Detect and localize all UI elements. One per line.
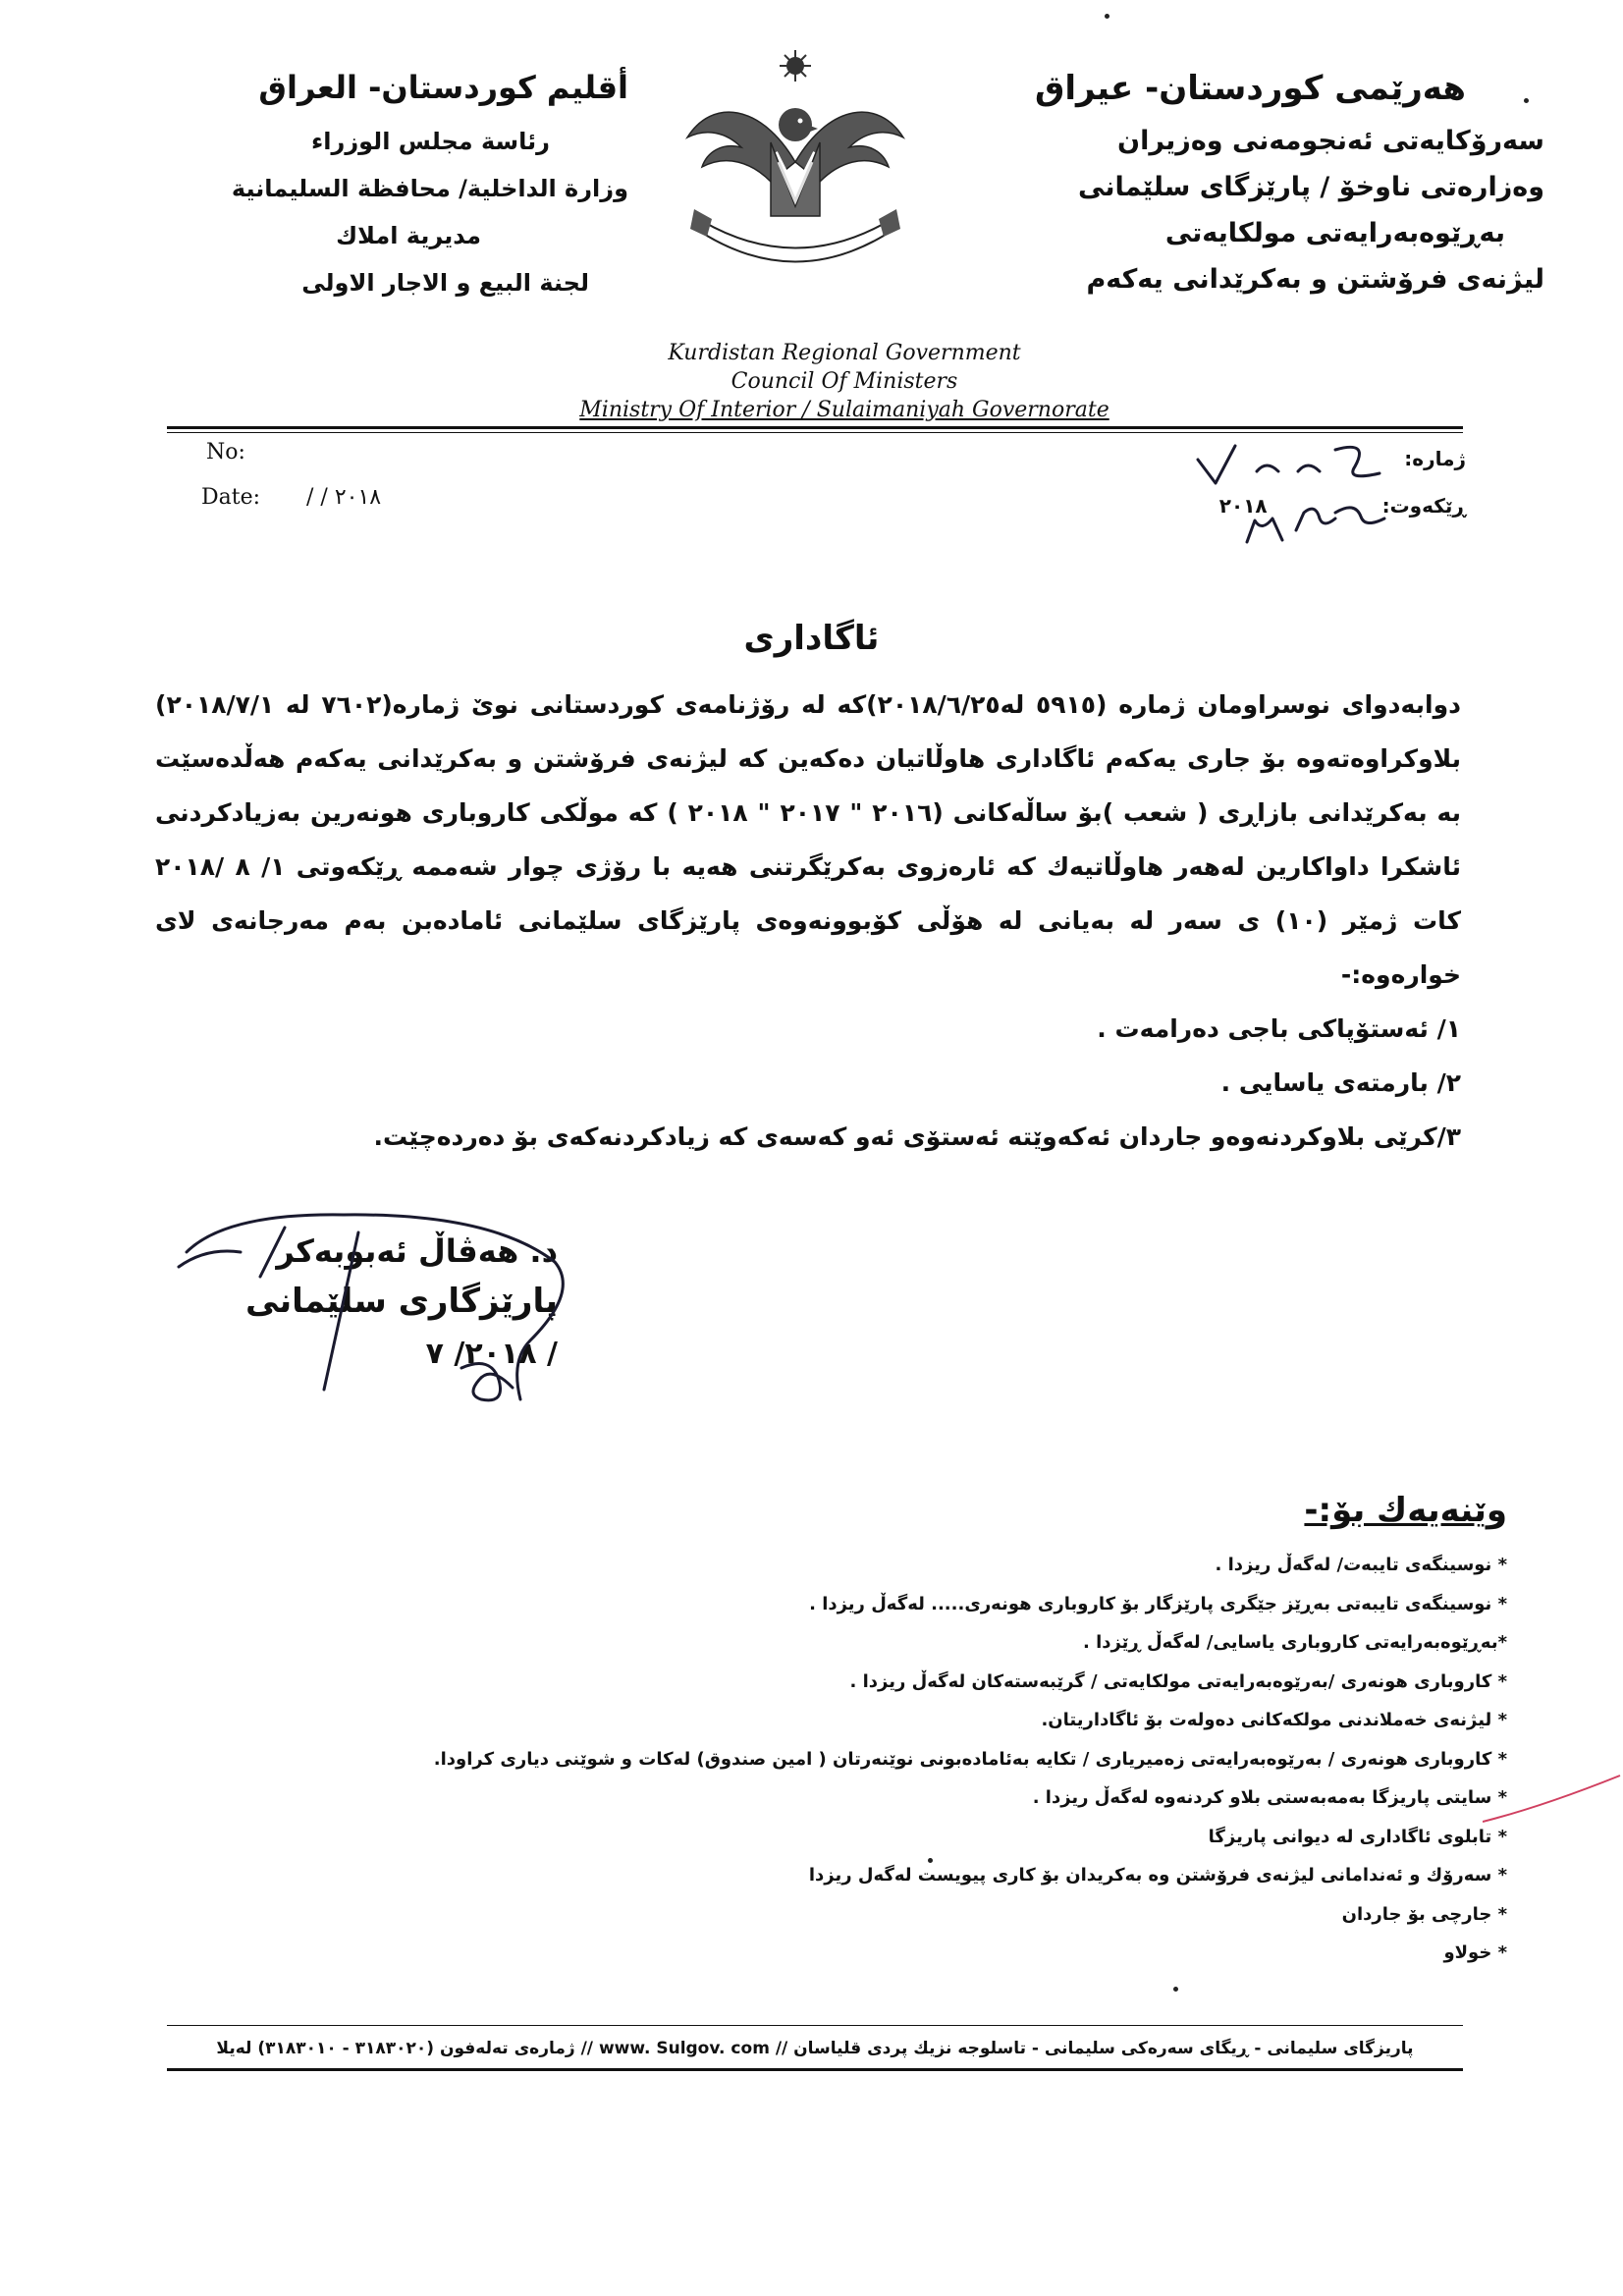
header-divider <box>167 426 1463 429</box>
number-label-ku: ژمارە: <box>1404 447 1466 470</box>
copies-title: وێنەیەك بۆ:- <box>1304 1491 1507 1530</box>
number-label: No: <box>206 440 245 465</box>
date-year-ku: ٢٠١٨ <box>1218 494 1268 518</box>
condition-2: ٢/ بارمتەی یاسایی . <box>1220 1068 1461 1097</box>
header-en-ministry: Ministry Of Interior / Sulaimaniyah Governorate <box>579 398 1109 422</box>
notice-paragraph: دوابەدوای نوسراومان ژمارە (٥٩١٥ لە٢٠١٨/٦/٢٥)كە لە رۆژنامەی كوردستانی نوێ ژمارە(٧٦٠٢ لە ٢٠١٨/٧/١) بلاوكراوەتەوە بۆ جاری یەكەم ئاگاداری هاوڵاتیان دەكەین كە لیژنەی فرۆشتن و بەكرێدانی یەكەم هەڵدەسێت بە بەكرێدانی بازاڕی ( شعب )بۆ ساڵەكانی (٢٠١٦ " ٢٠١٧ " ٢٠١٨ ) كە موڵكی كاروباری هونەرین بەزیادكردنی ئاشكرا داواكارین لەهەر هاوڵاتیەك كە ئارەزوی بەكرێگرتنی هەیە با رۆژی چوار شەممە ڕێكەوتی ١/ ٨ /٢٠١٨ كات ژمێر (١٠) ی سەر لە بەیانی لە هۆڵی كۆبوونەوەی پارێزگای سلێمانی ئامادەبن بەم مەرجانەی لای خوارەوە:- <box>155 690 1462 989</box>
footer-divider-thin <box>167 2025 1463 2026</box>
copies-list <box>329 1546 1507 1973</box>
header-ar-committee: لجنة البيع و الاجار الاولى <box>301 269 589 297</box>
handwritten-number-icon <box>1188 442 1434 550</box>
header-ku-region: هەرێمی كوردستان- عیراق <box>1034 69 1466 108</box>
signatory-title: پارێزگاری سلێمانی <box>244 1282 558 1321</box>
header-english <box>550 339 1139 424</box>
list-item: * كاروباری هونەری / بەرێوەبەرایەتی زەمیریاری / تكایە بەئامادەبونی نوێنەرتان ( امین صندوق) لەكات و شوێنی دیاری كراودا. <box>433 1748 1507 1770</box>
date-label-ku: ڕێكەوت: <box>1381 494 1466 518</box>
list-item: * سەرۆك و ئەندامانی لیژنەی فرۆشتن وە بەكریدان بۆ كاری پیویست لەگەل ریزدا <box>808 1865 1507 1886</box>
condition-1: ١/ ئەستۆپاكی باجی دەرامەت . <box>1097 1014 1461 1043</box>
date-label: Date: <box>201 485 261 510</box>
header-en-council: Council Of Ministers <box>730 369 958 394</box>
krg-emblem-icon <box>673 44 918 270</box>
header-ku-council: سەرۆكایەتی ئەنجومەنی وەزیران <box>1117 126 1544 156</box>
header-kurdish <box>995 69 1544 310</box>
list-item: *بەڕێوەبەرایەتی كاروباری یاسایی/ لەگەڵ ڕێزدا . <box>1082 1632 1507 1653</box>
scan-speck <box>1173 1987 1178 1992</box>
date-field <box>201 485 381 510</box>
handwritten-signature-icon <box>167 1193 589 1419</box>
header-arabic <box>231 69 628 316</box>
header-ar-ministry: وزارة الداخلية/ محافظة السليمانية <box>231 175 628 202</box>
header-divider-thin <box>167 432 1463 433</box>
footer-divider <box>167 2068 1463 2071</box>
scan-speck <box>928 1858 933 1863</box>
list-item: * نوسینگەی تایبەتی بەڕێز جێگری پارێزگار بۆ كاروباری هونەری..... لەگەڵ ریزدا . <box>809 1593 1507 1614</box>
red-pen-mark-icon <box>1483 1768 1623 1827</box>
scan-speck <box>1105 14 1109 19</box>
header-ku-directorate: بەڕێوەبەرایەتی مولكایەتی <box>1164 218 1505 248</box>
list-item: * نوسینگەی تایبەت/ لەگەڵ ریزدا . <box>1215 1555 1507 1575</box>
footer-address: پاریزگای سلیمانی - ڕیگای سەرەكی سلیمانی - تاسلوجە نزیك پردی قلیاسان // www. Sulgov. com // ژمارەی تەلەفون (٣١٨٣٠٢٠ - ٣١٨٣٠١٠) لەیلا <box>216 2039 1414 2058</box>
list-item: * جارچی بۆ جاردان <box>1341 1903 1507 1925</box>
signature-date: ٢٠١٨/ ٧ / <box>425 1337 558 1371</box>
header-ku-ministry: وەزارەتی ناوخۆ / پارێزگای سلێمانی <box>1078 172 1544 202</box>
header-ar-directorate: مديرية املاك <box>336 222 481 249</box>
header-en-government: Kurdistan Regional Government <box>668 341 1021 365</box>
header-ku-committee: لیژنەی فرۆشتن و بەكرێدانی یەكەم <box>1086 264 1544 295</box>
scan-speck <box>1524 98 1529 103</box>
condition-3: ٣/كرێی بلاوكردنەوەو جاردان ئەكەوێتە ئەستۆی ئەو كەسەی كە زیادكردنەكەی بۆ دەردەچێت. <box>373 1122 1461 1151</box>
list-item: * لیژنەی خەملاندنی مولكەكانی دەولەت بۆ ئاگاداریتان. <box>1041 1710 1507 1730</box>
list-item: * سایتی پاریزگا بەمەبەستی بلاو كردنەوە لەگەڵ ریزدا . <box>1032 1787 1507 1808</box>
header-ar-region: أقليم كوردستان- العراق <box>258 69 628 106</box>
date-value: / / ٢٠١٨ <box>306 485 382 510</box>
list-item: * خولاو <box>1443 1942 1507 1963</box>
list-item: * كاروباری هونەری /بەرێوەبەرایەتی مولكایەتی / گرێبەستەكان لەگەڵ ریزدا . <box>849 1670 1507 1692</box>
signatory-name: د. هەڤاڵ ئەبوبەكر <box>276 1232 558 1270</box>
list-item: * تابلوی ئاگاداری لە دیوانی پاریزگا <box>1208 1826 1507 1847</box>
notice-body <box>155 678 1461 1164</box>
header-ar-council: رئاسة مجلس الوزراء <box>311 128 550 155</box>
notice-title: ئاگاداری <box>743 619 880 658</box>
